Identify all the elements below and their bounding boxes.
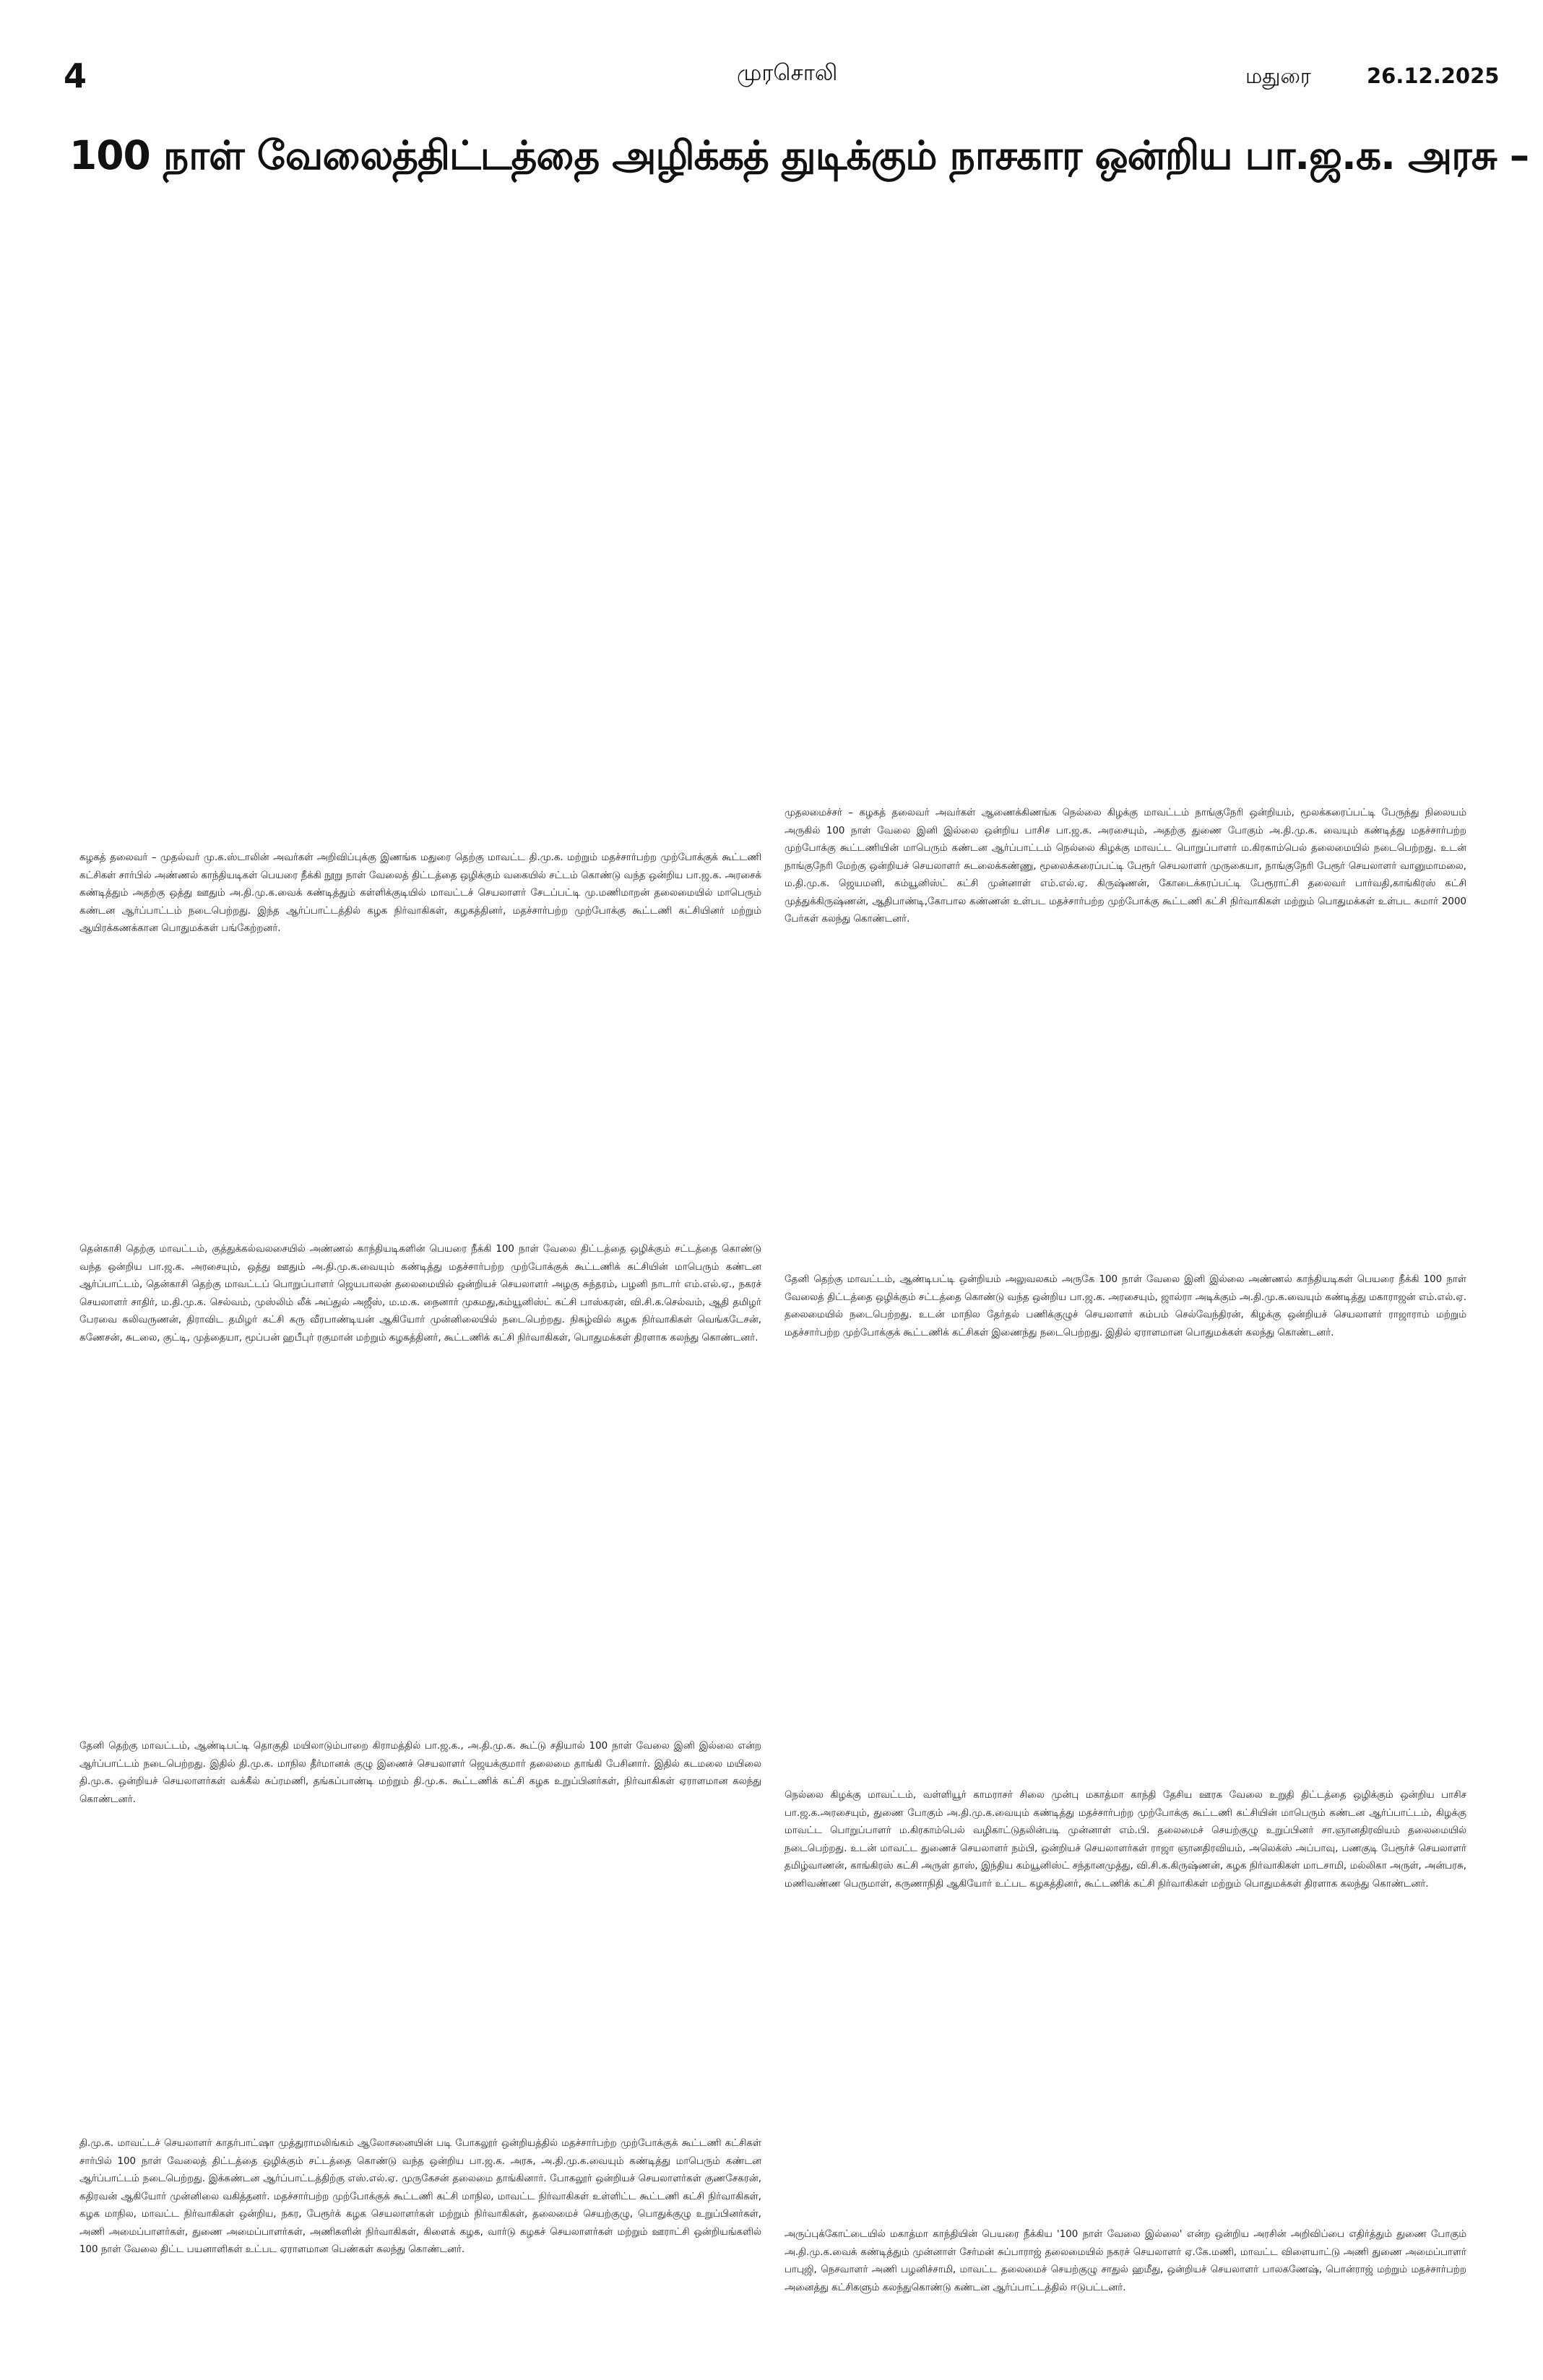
photo-caption-bogalur: தி.மு.க. மாவட்டச் செயலாளர் காதர்பாட்ஷா முத்துராமலிங்கம் ஆலோசனையின் படி போகலூர் ஒன்றியத்தில் மதச்சார்பற்ற முற்போக்குக் கூட்டணி கட்சிகள் சார்பில் 100 நாள் வேலைத் திட்டத்தை ஒழிக்கும் சட்டத்தை கொண்டு வந்த ஒன்றிய பா.ஜ.க. அரசு, அ.தி.மு.க.வையும் கண்டித்து மாபெரும் கண்டன ஆர்ப்பாட்டம் நடைபெற்றது. இக்கண்டன ஆர்ப்பாட்டத்திற்கு எஸ்.எல்.ஏ. முருகேசன் தலைமை தாங்கினார். போகலூர் ஒன்றியச் செயலாளர்கள் குணசேகரன், கதிரவன் ஆகியோர் முன்னிலை வகித்தனர். மதச்சார்பற்ற முற்போக்குக் கூட்டணி கட்சி மாநில, மாவட்ட நிர்வாகிகள் உள்ளிட்ட கூட்டணி கட்சி நிர்வாகிகள், கழக மாநில, மாவட்ட நிர்வாகிகள் ஒன்றிய, நகர, பேரூர்க் கழக செயலாளர்கள் மற்றும் நிர்வாகிகள், தலைமைச் செயற்குழு, பொதுக்குழு உறுப்பினர்கள், அணி அமைப்பாளர்கள், துணை அமைப்பாளர்கள், அணிகளின் நிர்வாகிகள், கிளைக் கழக, வார்டு கழகச் செயலாளர்கள் மற்றும் ஊராட்சி ஒன்றியங்களில் 100 நாள் வேலை திட்ட பயனாளிகள் உட்பட ஏராளமான பெண்கள் கலந்து கொண்டனர். [79, 2138, 761, 2255]
photo-caption-nellai-valliyur: நெல்லை கிழக்கு மாவட்டம், வள்ளியூர் காமராசர் சிலை முன்பு மகாத்மா காந்தி தேசிய ஊரக வேலை உறுதி திட்டத்தை ஒழிக்கும் ஒன்றிய பாசிச பா.ஜ.க.அரசையும், துணை போகும் அ.தி.மு.க.வையும் கண்டித்து மதச்சார்பற்ற முற்போக்கு கூட்டணி கட்சியின் மாபெரும் கண்டன ஆர்ப்பாட்டம், கிழக்கு மாவட்ட பொறுப்பாளர் ம.கிரகாம்பெல் வழிகாட்டுதலின்படி முன்னாள் எம்.பி. தலைமைச் செயற்குழு உறுப்பினர் சா.ஞானதிரவியம் தலைமையில் நடைபெற்றது. உடன் மாவட்ட துணைச் செயலாளர் நம்பி, ஒன்றியச் செயலாளர்கள் ராஜா ஞானதிரவியம், அலெக்ஸ் அப்பாவு, பணகுடி பேரூர்ச் செயலாளர் தமிழ்வாணன், காங்கிரஸ் கட்சி அருள் தாஸ், இந்திய கம்யூனிஸ்ட் சந்தானமுத்து, வி.சி.க.கிருஷ்ணன், கழக நிர்வாகிகள் மாடசாமி, மல்லிகா அருள், அன்பரசு, மணிவண்ண பெருமாள், கருணாநிதி ஆகியோர் உட்பட கழகத்தினர், கூட்டணிக் கட்சி நிர்வாகிகள் மற்றும் பொதுமக்கள் திரளாக கலந்து கொண்டனர். [785, 1790, 1466, 1890]
newspaper-name: முரசொலி [737, 60, 838, 86]
photo-caption-theni-andipatti: தேனி தெற்கு மாவட்டம், ஆண்டிபட்டி ஒன்றியம் அலுவலகம் அருகே 100 நாள் வேலை இனி இல்லை அண்ணல் காந்தியடிகள் பெயரை நீக்கி 100 நாள் வேலைத் திட்டத்தை ஒழிக்கும் சட்டத்தை கொண்டு வந்த ஒன்றிய பா.ஜ.க. அரசையும், ஜால்ரா அடிக்கும் அ.தி.மு.க.வையும் கண்டித்து மகாராஜன் எம்.எல்.ஏ. தலைமையில் நடைபெற்றது. உடன் மாநில தேர்தல் பணிக்குழுச் செயலாளர் கம்பம் செல்வேந்திரன், கிழக்கு ஒன்றியச் செயலாளர் ராஜாராம் மற்றும் மதச்சார்பற்ற முற்போக்குக் கூட்டணிக் கட்சிகள் இணைந்து நடைபெற்றது. இதில் ஏராளமான பொதுமக்கள் கலந்து கொண்டனர். [785, 1274, 1466, 1338]
photo-caption-aruppukottai: அருப்புக்கோட்டையில் மகாத்மா காந்தியின் பெயரை நீக்கிய '100 நாள் வேலை இல்லை' என்ற ஒன்றிய அரசின் அறிவிப்பை எதிர்த்தும் துணை போகும் அ.தி.மு.க.வைக் கண்டித்தும் முன்னாள் சேர்மன் சுப்பாராஜ் தலைமையில் நகரச் செயலாளர் ஏ.கே.மணி, மாவட்ட விளையாட்டு அணி துணை அமைப்பாளர் பாபுஜி, நெசவாளர் அணி பழனிச்சாமி, மாவட்ட தலைமைச் செயற்குழு சாதுல் ஹமீது, ஒன்றியச் செயலாளர் பாலகணேஷ், பொன்ராஜ் மற்றும் மதச்சார்பற்ற அனைத்து கட்சிகளும் கலந்துகொண்டு கண்டன ஆர்ப்பாட்டத்தில் ஈடுபட்டனர். [785, 2229, 1466, 2293]
page-number: 4 [64, 56, 87, 95]
photo-caption-nellai-east-moolaikaraipatti: முதலமைச்சர் – கழகத் தலைவர் அவர்கள் ஆணைக்கிணங்க நெல்லை கிழக்கு மாவட்டம் நாங்குநேரி ஒன்றியம், மூலக்கரைப்பட்டி பேருந்து நிலையம் அருகில் 100 நாள் வேலை இனி இல்லை ஒன்றிய பாசிச பா.ஜ.க. அரசையும், அதற்கு துணை போகும் அ.தி.மு.க. வையும் கண்டித்து மதச்சார்பற்ற முற்போக்கு கூட்டணியின் மாபெரும் கண்டன ஆர்ப்பாட்டம் நெல்லை கிழக்கு மாவட்ட பொறுப்பாளர் ம.கிரகாம்பெல் தலைமையில் நடைபெற்றது. உடன் நாங்குநேரி மேற்கு ஒன்றியச் செயலாளர் சுடலைக்கண்ணு, மூலைக்கரைப்பட்டி பேரூர் செயலாளர் முருகையா, நாங்குநேரி பேரூர் செயலாளர் வானுமாமலை, ம.தி.மு.க. ஜெயமனி, கம்யூனிஸ்ட் கட்சி முன்னாள் எம்.எல்.ஏ. கிருஷ்ணன், கோடைக்கரப்பட்டி பேரூராட்சி தலைவர் பார்வதி,காங்கிரஸ் கட்சி முத்துக்கிருஷ்ணன், ஆதிபாண்டி,கோபால கண்ணன் உள்பட மதச்சார்பற்ற முற்போக்கு கூட்டணி கட்சி நிர்வாகிகள் மற்றும் பொதுமக்கள் உள்பட சுமார் 2000 பேர்கள் கலந்து கொண்டனர். [785, 808, 1466, 925]
photo-caption-theni-mayiladumparai: தேனி தெற்கு மாவட்டம், ஆண்டிபட்டி தொகுதி மயிலாடும்பாறை கிராமத்தில் பா.ஜ.க., அ.தி.மு.க. கூட்டு சதியால் 100 நாள் வேலை இனி இல்லை என்ற ஆர்ப்பாட்டம் நடைபெற்றது. இதில் தி.மு.க. மாநில தீர்மானக் குழு இணைச் செயலாளர் ஜெயக்குமார் தலைமை தாங்கி பேசினார். இதில் கடமலை மயிலை தி.மு.க. ஒன்றியச் செயலாளர்கள் வக்கீல் சுப்ரமணி, தங்கப்பாண்டி மற்றும் தி.மு.க. கூட்டணிக் கட்சி கழக உறுப்பினர்கள், நிர்வாகிகள் ஏராளமான கலந்து கொண்டனர். [79, 1741, 761, 1805]
photo-caption-madurai-south: கழகத் தலைவர் – முதல்வர் மு.க.ஸ்டாலின் அவர்கள் அறிவிப்புக்கு இணங்க மதுரை தெற்கு மாவட்ட தி.மு.க. மற்றும் மதச்சார்பற்ற முற்போக்குக் கூட்டணி கட்சிகள் சார்பில் அண்ணல் காந்தியடிகள் பெயரை நீக்கி நூறு நாள் வேலைத் திட்டத்தை ஒழிக்கும் வகையில் சட்டம் கொண்டு வந்த ஒன்றிய பா.ஜ.க. அரசைக் கண்டித்தும் அதற்கு ஒத்து ஊதும் அ.தி.மு.க.வைக் கண்டித்தும் கள்ளிக்குடியில் மாவட்டச் செயலாளர் சேடப்பட்டி மு.மணிமாறன் தலைமையில் மாபெரும் கண்டன ஆர்ப்பாட்டம் நடைபெற்றது. இந்த ஆர்ப்பாட்டத்தில் கழக நிர்வாகிகள், கழகத்தினர், மதச்சார்பற்ற முற்போக்கு கூட்டணி கட்சியினர் மற்றும் ஆயிரக்கணக்கான பொதுமக்கள் பங்கேற்றனர். [79, 852, 761, 934]
masthead [0, 0, 1543, 94]
photo-caption-tenkasi-south: தென்காசி தெற்கு மாவட்டம், குத்துக்கல்வலசையில் அண்ணல் காந்தியடிகளின் பெயரை நீக்கி 100 நாள் வேலை திட்டத்தை ஒழிக்கும் சட்டத்தை கொண்டு வந்த ஒன்றிய பா.ஜ.க. அரசையும், ஒத்து ஊதும் அ.தி.மு.க.வையும் கண்டித்து மதச்சார்பற்ற முற்போக்குக் கூட்டணிக் கட்சியின் மாபெரும் கண்டன ஆர்ப்பாட்டம், தென்காசி தெற்கு மாவட்டப் பொறுப்பாளர் ஜெயபாலன் தலைமையில் ஒன்றியச் செயலாளர் அழகு சுந்தரம், பழனி நாடார் எம்.எல்.ஏ., நகரச் செயலாளர் சாதிர், ம.தி.மு.க. செல்வம், முஸ்லிம் லீக் அப்துல் அஜீஸ், ம.ம.க. நைனார் முகமது,கம்யூனிஸ்ட் கட்சி பாஸ்கரன், வி.சி.க.செல்வம், ஆதி தமிழர் பேரவை கலிவருணன், திராவிட தமிழர் கட்சி கரு வீரபாண்டியன் ஆகியோர் முன்னிலையில் நடைபெற்றது. நிகழ்வில் கழக நிர்வாகிகள் வெங்கடேசன், கணேசன், சுடலை, குட்டி, முத்தையா, மூப்பன் ஹபீபுர் ரகுமான் மற்றும் கழகத்தினர், கூட்டணிக் கட்சி நிர்வாகிகள், பொதுமக்கள் திரளாக கலந்து கொண்டனர். [79, 1244, 761, 1343]
page-headline: 100 நாள் வேலைத்திட்டத்தை அழிக்கத் துடிக்கும் நாசகார ஒன்றிய பா.ஜ.க. அரசு – [69, 132, 1529, 178]
edition-name: மதுரை [1245, 64, 1311, 88]
issue-date: 26.12.2025 [1367, 64, 1500, 88]
